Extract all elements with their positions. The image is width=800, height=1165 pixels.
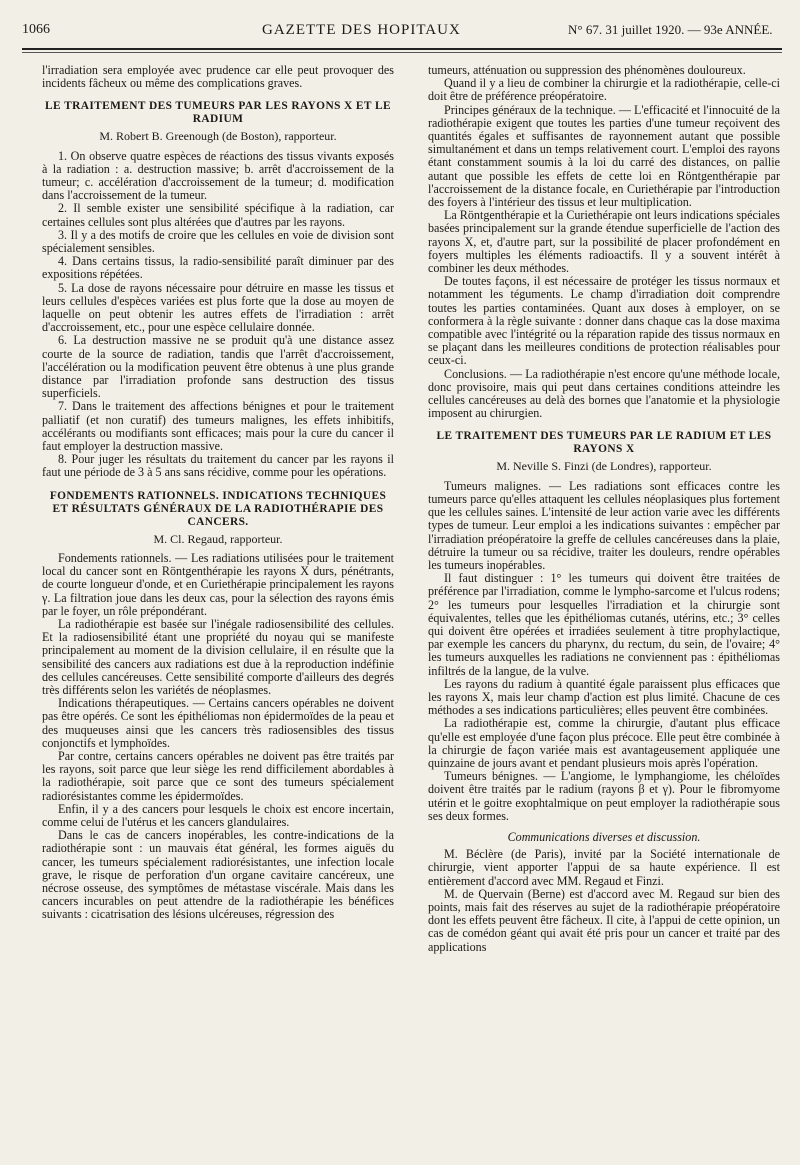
paragraph: Tumeurs malignes. — Les radiations sont efficaces contre les tumeurs parce qu'elles attaquent les cellules néoplasiques plus fortement que les cellules saines. L'intensité de leur action varie avec les différents types de tumeur. Leur emploi a les indications suivantes : empêcher par l'irradiation préopératoire la greffe de cellules cancéreuses dans la plaie, détruire la tumeur ou sa récidive, traiter les douleurs, rendre opérables les tumeurs inopérables. bbox=[428, 478, 780, 572]
issue-info: N° 67. 31 juillet 1920. — 93e ANNÉE. bbox=[568, 22, 773, 37]
paragraph: 5. La dose de rayons nécessaire pour détruire en masse les tissus et leurs cellules d'espèces variées est plus forte que la dose au moyen de laquelle on peut obtenir les autres effets de l'irradiation : arrêt d'accroissement, etc., pour une espèce cellulaire donnée. bbox=[42, 280, 394, 335]
paragraph: La Röntgenthérapie et la Curiethérapie ont leurs indications spéciales basées principalement sur la grande étendue superficielle de l'action des rayons X, et, d'autre part, sur la possibilité de placer profondément en foyers multiples les éléments radioactifs. Il y a souvent intérêt à combiner les deux méthodes. bbox=[428, 208, 780, 276]
section-heading: LE TRAITEMENT DES TUMEURS PAR LE RADIUM ET LES RAYONS X bbox=[436, 430, 772, 456]
paragraph: 1. On observe quatre espèces de réactions des tissus vivants exposés à la radiation : a. destruction massive; b. arrêt d'accroissement de la tumeur; c. accélération d'accroissement de la tumeur; d. modification dans l'accroissement de la tumeur. bbox=[42, 148, 394, 203]
paragraph: M. de Quervain (Berne) est d'accord avec M. Regaud sur bien des points, mais fait des réserves au sujet de la radiothérapie préopératoire dont les effets peuvent être fâcheux. Il cite, à l'appui de cette opinion, un cas de comédon géant qui avait été pris pour un cancer et traité par des applications bbox=[428, 886, 780, 954]
paragraph: Tumeurs bénignes. — L'angiome, le lymphangiome, les chéloïdes doivent être traités par le radium (rayons β et γ). Pour le fibromyome utérin et le goitre exophtalmique on peut employer la radiothérapie sous ses deux formes. bbox=[428, 769, 780, 823]
section-author: M. Robert B. Greenough (de Boston), rapporteur. bbox=[99, 129, 337, 144]
paragraph: Dans le cas de cancers inopérables, les contre-indications de la radiothérapie sont : un mauvais état général, les formes aiguës du cancer, les tumeurs spécialement radiorésistantes, une infection locale grave, le risque de perforation d'un organe cavitaire cancéreux, une nécrose osseuse, des symptômes de métastase viscérale. Mais dans les cancers incurables on peut attendre de la radiothérapie les bénéfices suivants : cicatrisation des lésions ulcéreuses, régression des bbox=[42, 828, 394, 922]
paragraph: tumeurs, atténuation ou suppression des phénomènes douloureux. bbox=[428, 64, 746, 77]
paragraph: Principes généraux de la technique. — L'efficacité et l'innocuité de la radiothérapie exigent que toutes les parties d'une tumeur reçoivent des quantités égales et suffisantes de rayonnement autant que possible simultanément et dans un temps relativement court. L'emploi des rayons étant constamment soumis à la loi du carré des distances, on pallie autant que possible les effets de cette loi en Röntgenthérapie par l'accroissement de la distance focale, en Curiethérapie par l'introduction des foyers à l'intérieur des tissus et leur multiplication. bbox=[428, 102, 780, 210]
journal-title: GAZETTE DES HOPITAUX bbox=[262, 22, 461, 38]
paragraph: La radiothérapie est basée sur l'inégale radiosensibilité des cellules. Et la radiosensibilité étant une propriété du noyau qui se manifeste principalement au moment de la division cellulaire, il en résulte que la sensibilité des cancers aux radiations est due à la reproduction indéfinie des cellules cancéreuses. Cette sensibilité comporte d'ailleurs des degrés très différents selon les variétés de néoplasmes. bbox=[42, 616, 394, 697]
right-column bbox=[428, 64, 780, 1154]
paragraph: 4. Dans certains tissus, la radio-sensibilité paraît diminuer par des expositions répétées. bbox=[42, 254, 394, 282]
section-author: M. Neville S. Finzi (de Londres), rapporteur. bbox=[496, 459, 712, 474]
paragraph: 2. Il semble exister une sensibilité spécifique à la radiation, car certaines cellules sont plus altérées que d'autres par les rayons. bbox=[42, 201, 394, 229]
paragraph: De toutes façons, il est nécessaire de protéger les tissus normaux et notamment les téguments. Le champ d'irradiation doit comprendre toutes les parties contaminées. Quant aux doses à employer, on se conformera à la règle suivante : donner dans chaque cas la dose maxima compatible avec l'intégrité ou la réparation rapide des tissus normaux en se plaçant dans les meilleures conditions de protection réalisables pour ceux-ci. bbox=[428, 274, 780, 368]
page-header bbox=[22, 22, 780, 46]
header-rule-thin bbox=[22, 52, 782, 53]
paragraph: Conclusions. — La radiothérapie n'est encore qu'une méthode locale, donc provisoire, mais qui peut dans certaines conditions atteindre les cellules cancéreuses au delà des bornes que l'anatomie et la physiologie imposent au chirurgien. bbox=[428, 366, 780, 421]
header-rule bbox=[22, 48, 782, 50]
paragraph: Indications thérapeutiques. — Certains cancers opérables ne doivent pas être opérés. Ce sont les épithéliomas non épidermoïdes de la peau et des muqueuses ainsi que les cancers très radiosensibles des tissus conjonctifs et lymphoïdes. bbox=[42, 696, 394, 750]
paragraph: Les rayons du radium à quantité égale paraissent plus efficaces que les rayons X, mais leur champ d'action est plus limité. Chacune de ces méthodes a ses indications particulières; elles peuvent être combinées. bbox=[428, 676, 780, 718]
paragraph: 6. La destruction massive ne se produit qu'à une distance assez courte de la source de radiation, tandis que l'arrêt d'accroissement, l'accélération ou la modification peuvent être obtenus à une plus grande distance par l'irradiation profonde sans destruction des tissus superficiels. bbox=[42, 333, 394, 401]
paragraph: Quand il y a lieu de combiner la chirurgie et la radiothérapie, celle-ci doit être de préférence préopératoire. bbox=[428, 76, 780, 104]
paragraph: Fondements rationnels. — Les radiations utilisées pour le traitement local du cancer sont en Röntgenthérapie les rayons X durs, pénétrants, de courte longueur d'onde, et en Curiethérapie principalement les rayons γ. La filtration joue dans les deux cas, pour la sélection des rayons émis par le foyer, un rôle prépondérant. bbox=[42, 550, 394, 618]
paragraph: Enfin, il y a des cancers pour lesquels le choix est encore incertain, comme celui de l'utérus et les cancers glandulaires. bbox=[42, 801, 394, 829]
subsection-title: Communications diverses et discussion. bbox=[507, 829, 701, 844]
paragraph: l'irradiation sera employée avec prudence car elle peut provoquer des incidents fâcheux ou même des complications graves. bbox=[42, 64, 394, 91]
paragraph: 3. Il y a des motifs de croire que les cellules en voie de division sont spécialement sensibles. bbox=[42, 227, 394, 256]
paragraph: 8. Pour juger les résultats du traitement du cancer par les rayons il faut une période de 3 à 5 ans sans récidive, comme pour les opérations. bbox=[42, 452, 394, 480]
left-column bbox=[42, 64, 394, 1154]
paragraph: M. Béclère (de Paris), invité par la Société internationale de chirurgie, vient apporter l'appui de sa haute expérience. Il est entièrement d'accord avec MM. Regaud et Finzi. bbox=[428, 847, 780, 888]
paragraph: Il faut distinguer : 1° les tumeurs qui doivent être traitées de préférence par l'irradiation, comme le lympho-sarcome et l'ulcus rodens; 2° les tumeurs pour lesquelles l'irradiation et la chirurgie sont équivalentes, telles que les épithéliomas cutanés, utérins, etc.; 3° celles qui doivent être opérées et irradiées seulement à titre prophylactique, par exemple les cancers du pharynx, du rectum, du sein, de l'ovaire; 4° les tumeurs auxquelles les radiations ne conviennent pas : épithéliomas infiltrés de la langue, de la vulve. bbox=[428, 571, 780, 678]
paragraph: La radiothérapie est, comme la chirurgie, d'autant plus efficace qu'elle est employée d'une façon plus précoce. Elle peut être combinée à la chirurgie de façon variée mais est avantageusement appliquée une quinzaine de jours avant et pendant plusieurs mois après l'opération. bbox=[428, 716, 780, 770]
section-heading: FONDEMENTS RATIONNELS. INDICATIONS TECHNIQUES ET RÉSULTATS GÉNÉRAUX DE LA RADIOTHÉRAPIE DES CANCERS. bbox=[49, 489, 387, 528]
section-author: M. Cl. Regaud, rapporteur. bbox=[153, 531, 283, 546]
section-heading: LE TRAITEMENT DES TUMEURS PAR LES RAYONS X ET LE RADIUM bbox=[45, 100, 391, 126]
paragraph: Par contre, certains cancers opérables ne doivent pas être traités par les rayons, soit parce que leur siège les rend difficilement abordables à la radiothérapie, soit parce que ce sont des tumeurs spécialement radiorésistantes comme les épidermoïdes. bbox=[42, 748, 394, 803]
paragraph: 7. Dans le traitement des affections bénignes et pour le traitement palliatif (et non curatif) des tumeurs malignes, les effets inhibitifs, accélérants ou modifiants sont efficaces; mais pour la cure du cancer il faut employer la destruction massive. bbox=[42, 399, 394, 454]
page-number: 1066 bbox=[22, 22, 50, 37]
